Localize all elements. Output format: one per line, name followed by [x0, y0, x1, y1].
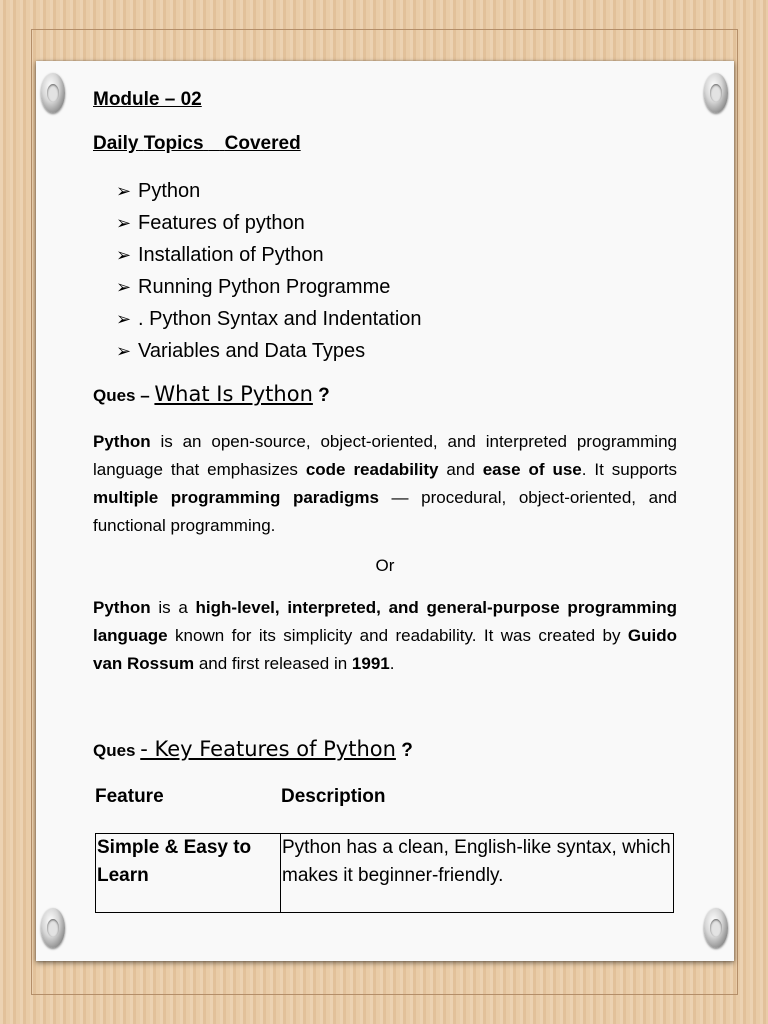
list-item	[116, 271, 422, 303]
list-item	[116, 335, 422, 367]
list-item	[116, 239, 422, 271]
bold-text: Guido van Rossum	[93, 626, 677, 673]
question-text: What Is Python	[154, 382, 313, 406]
question-prefix: Ques	[93, 741, 141, 760]
question-key-features	[93, 737, 413, 762]
body-text: known for its simplicity and readability. It was created by	[167, 626, 628, 645]
question-prefix: Ques –	[93, 386, 155, 405]
bold-text: Python	[93, 432, 151, 451]
list-item	[116, 175, 422, 207]
arrow-bullet-icon: ➢	[116, 341, 132, 361]
list-item	[116, 207, 422, 239]
grommet-icon	[41, 73, 65, 113]
bold-text: multiple programming paradigms	[93, 488, 379, 507]
bold-text: code readability	[305, 460, 439, 479]
grommet-icon	[704, 908, 728, 948]
body-text: is a	[150, 598, 196, 617]
question-text: - Key Features of Python	[140, 737, 396, 761]
grommet-icon	[41, 908, 65, 948]
body-text: is an open-source, object-oriented, and interpreted programming language that emphasizes	[93, 432, 677, 479]
table-row	[96, 834, 674, 913]
body-text: and	[438, 460, 483, 479]
grommet-icon	[704, 73, 728, 113]
answer-paragraph-1	[93, 428, 677, 540]
body-text: .	[389, 654, 395, 673]
table-header-feature: Feature	[95, 786, 164, 807]
topics-list	[116, 175, 422, 367]
module-title: Module – 02	[93, 89, 202, 110]
topic-label: Python	[138, 180, 201, 202]
topic-label: . Python Syntax and Indentation	[138, 308, 422, 330]
bold-text: 1991	[351, 654, 390, 673]
arrow-bullet-icon: ➢	[116, 181, 132, 201]
topic-label: Variables and Data Types	[138, 340, 366, 362]
topic-label: Features of python	[138, 212, 305, 234]
features-table	[95, 833, 674, 913]
bold-text: high-level, interpreted, and general-purpose programming language	[93, 598, 677, 645]
answer-paragraph-2	[93, 594, 677, 678]
arrow-bullet-icon: ➢	[116, 245, 132, 265]
topics-heading-word: Covered	[224, 133, 301, 154]
arrow-bullet-icon: ➢	[116, 213, 132, 233]
question-mark: ?	[395, 740, 413, 761]
bold-text: ease of use	[482, 460, 582, 479]
arrow-bullet-icon: ➢	[116, 309, 132, 329]
topics-heading	[93, 133, 301, 155]
feature-cell: Simple & Easy to Learn	[96, 834, 281, 913]
body-text: — procedural, object-oriented, and functional programming.	[93, 488, 677, 535]
list-item	[116, 303, 422, 335]
body-text: . It supports	[581, 460, 677, 479]
bold-text: Python	[93, 598, 151, 617]
topic-label: Running Python Programme	[138, 276, 391, 298]
or-separator: Or	[375, 556, 395, 575]
table-header-description: Description	[281, 786, 386, 807]
topics-heading-word: Daily	[93, 133, 139, 154]
topic-label: Installation of Python	[138, 244, 324, 266]
question-mark: ?	[312, 385, 330, 406]
description-cell: Python has a clean, English-like syntax, which makes it beginner-friendly.	[281, 834, 674, 913]
arrow-bullet-icon: ➢	[116, 277, 132, 297]
body-text: and first released in	[194, 654, 352, 673]
question-what-is-python	[93, 382, 330, 407]
topics-heading-word: Topics	[143, 133, 204, 154]
